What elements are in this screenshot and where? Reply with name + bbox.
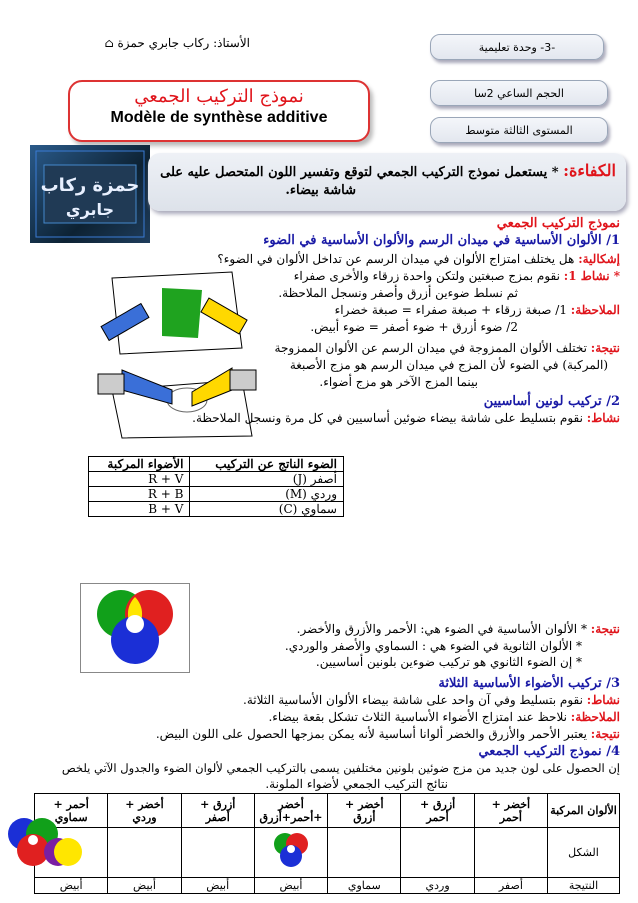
complementary-venn-icon: [2, 812, 82, 874]
result2-line2: * الألوان الثانوية في الضوء هي : السماوي والأصفر والوردي.: [284, 639, 582, 653]
table-header: الضوء الناتج عن التركيب: [190, 457, 344, 472]
home-icon: ⌂: [104, 36, 114, 50]
section1-heading: 1/ الألوان الأساسية في ميدان الرسم والألوان الأساسية في الضوء: [263, 233, 620, 248]
result1-line1: نتيجة: تختلف الألوان الممزوجة في ميدان الرسم عن الألوان الممزوجة: [274, 341, 620, 355]
venn-diagram-frame: [80, 583, 190, 673]
two-colors-table: [88, 456, 344, 517]
table-row: سماوي (C) B + V: [89, 502, 344, 517]
competence-box: [148, 153, 626, 211]
table-row: وردي (M) R + B: [89, 487, 344, 502]
title-box: [68, 80, 370, 142]
unit-pill: -3- وحدة تعليمية: [430, 34, 604, 60]
main-title: نموذج التركيب الجمعي: [496, 216, 620, 231]
activity1-line: * نشاط 1: نقوم بمزج صبغتين ولتكن واحدة زرقاء والأخرى صفراء: [293, 269, 620, 283]
level-pill: المستوى الثالثة متوسط: [430, 117, 608, 143]
result2-line1: نتيجة: * الألوان الأساسية في الضوء هي: الأحمر والأزرق والأخضر.: [296, 622, 620, 636]
section4-text1: إن الحصول على لون جديد من مزج ضوئين بلونين مختلفين يسمى بالتركيب الجمعي لألوان الضوء والجدول الآتي يلخص: [61, 761, 620, 775]
svg-text:جابري: جابري: [65, 200, 115, 219]
result2-line3: * إن الضوء الثانوي هو تركيب ضوءين بلونين أساسيين.: [315, 655, 582, 669]
activity3-line: نشاط: نقوم بتسليط وفي آن واحد على شاشة بيضاء الألوان الأساسية الثلاثة.: [243, 693, 620, 707]
table-row: النتيجة أصفر وردي سماوي أبيض أبيض أبيض أبيض: [35, 878, 620, 894]
rgb-venn-icon: [81, 584, 189, 672]
activity2-line: نشاط: نقوم بتسليط على شاشة بيضاء ضوئين أساسيين في كل مرة ونسجل الملاحظة.: [192, 411, 620, 425]
paint-tubes-illustration: [92, 268, 252, 358]
synthesis-table: [34, 793, 620, 894]
table-row: أصفر (J) R + V: [89, 472, 344, 487]
result3-line: نتيجة: يعتبر الأحمر والأزرق والخضر ألوانا أساسية لأنه يمكن بمزجها الحصول على اللون البيض.: [155, 727, 620, 741]
note3-line: الملاحظة: نلاحظ عند امتزاج الأضواء الأساسية الثلاث تشكل بقعة بيضاء.: [268, 710, 620, 724]
activity1-line2: ثم نسلط ضوءين أزرق وأصفر ونسجل الملاحظة.: [278, 286, 518, 300]
result1-line2: (المركبة) في الضوء لأن المزج في ميدان الرسم هو مزج الأصبغة: [289, 358, 608, 372]
logo-graphic: [30, 145, 150, 243]
rgb-venn-small-icon: [268, 830, 314, 872]
svg-text:حمزة ركاب: حمزة ركاب: [40, 175, 140, 196]
competence-text-2: شاشة بيضاء.: [285, 183, 356, 198]
note-line1: الملاحظة: 1/ صبغة زرقاء + صبغة صفراء = صبغة خضراء: [334, 303, 620, 317]
competence-label: الكفاءة:: [563, 161, 616, 180]
table-row: الألوان المركبة أخضر + أحمر أزرق + أحمر أخضر + أزرق أخضر +أحمر+أزرق أزرق + أصفر أخضر + وردي أحمر + سماوي: [35, 794, 620, 828]
teacher-name: الأستاذ: ركاب جابري حمزة ⌂: [104, 36, 250, 50]
projectors-illustration: [92, 360, 262, 440]
table-header: الأضواء المركبة: [89, 457, 190, 472]
section2-heading: 2/ تركيب لونين أساسيين: [483, 394, 620, 409]
teacher-logo: [30, 145, 150, 243]
competence-text: * يستعمل نموذج التركيب الجمعي لتوقع وتفسير اللون المتحصل عليه على: [160, 165, 559, 180]
section4-heading: 4/ نموذج التركيب الجمعي: [478, 744, 620, 759]
result1-line3: بينما المزج الآخر هو مزج أضواء.: [319, 375, 478, 389]
table-row: [35, 828, 620, 878]
section4-text2: نتائج التركيب الجمعي لأضواء الملونة.: [265, 777, 448, 791]
row-label: الألوان المركبة: [548, 794, 620, 828]
row-label: الشكل: [548, 828, 620, 878]
page-title-ar: نموذج التركيب الجمعي: [134, 86, 304, 107]
hours-pill: الحجم الساعي 2سا: [430, 80, 608, 106]
row-label: النتيجة: [548, 878, 620, 894]
note-line2: 2/ ضوء أزرق + ضوء أصفر = ضوء أبيض.: [310, 320, 518, 334]
section3-heading: 3/ تركيب الأضواء الأساسية الثلاثة: [438, 676, 620, 691]
problem-line: إشكالية: هل يختلف امتزاج الألوان في ميدان الرسم عن تداخل الألوان في الضوء؟: [217, 252, 620, 266]
page-title-fr: Modèle de synthèse additive: [110, 109, 328, 126]
